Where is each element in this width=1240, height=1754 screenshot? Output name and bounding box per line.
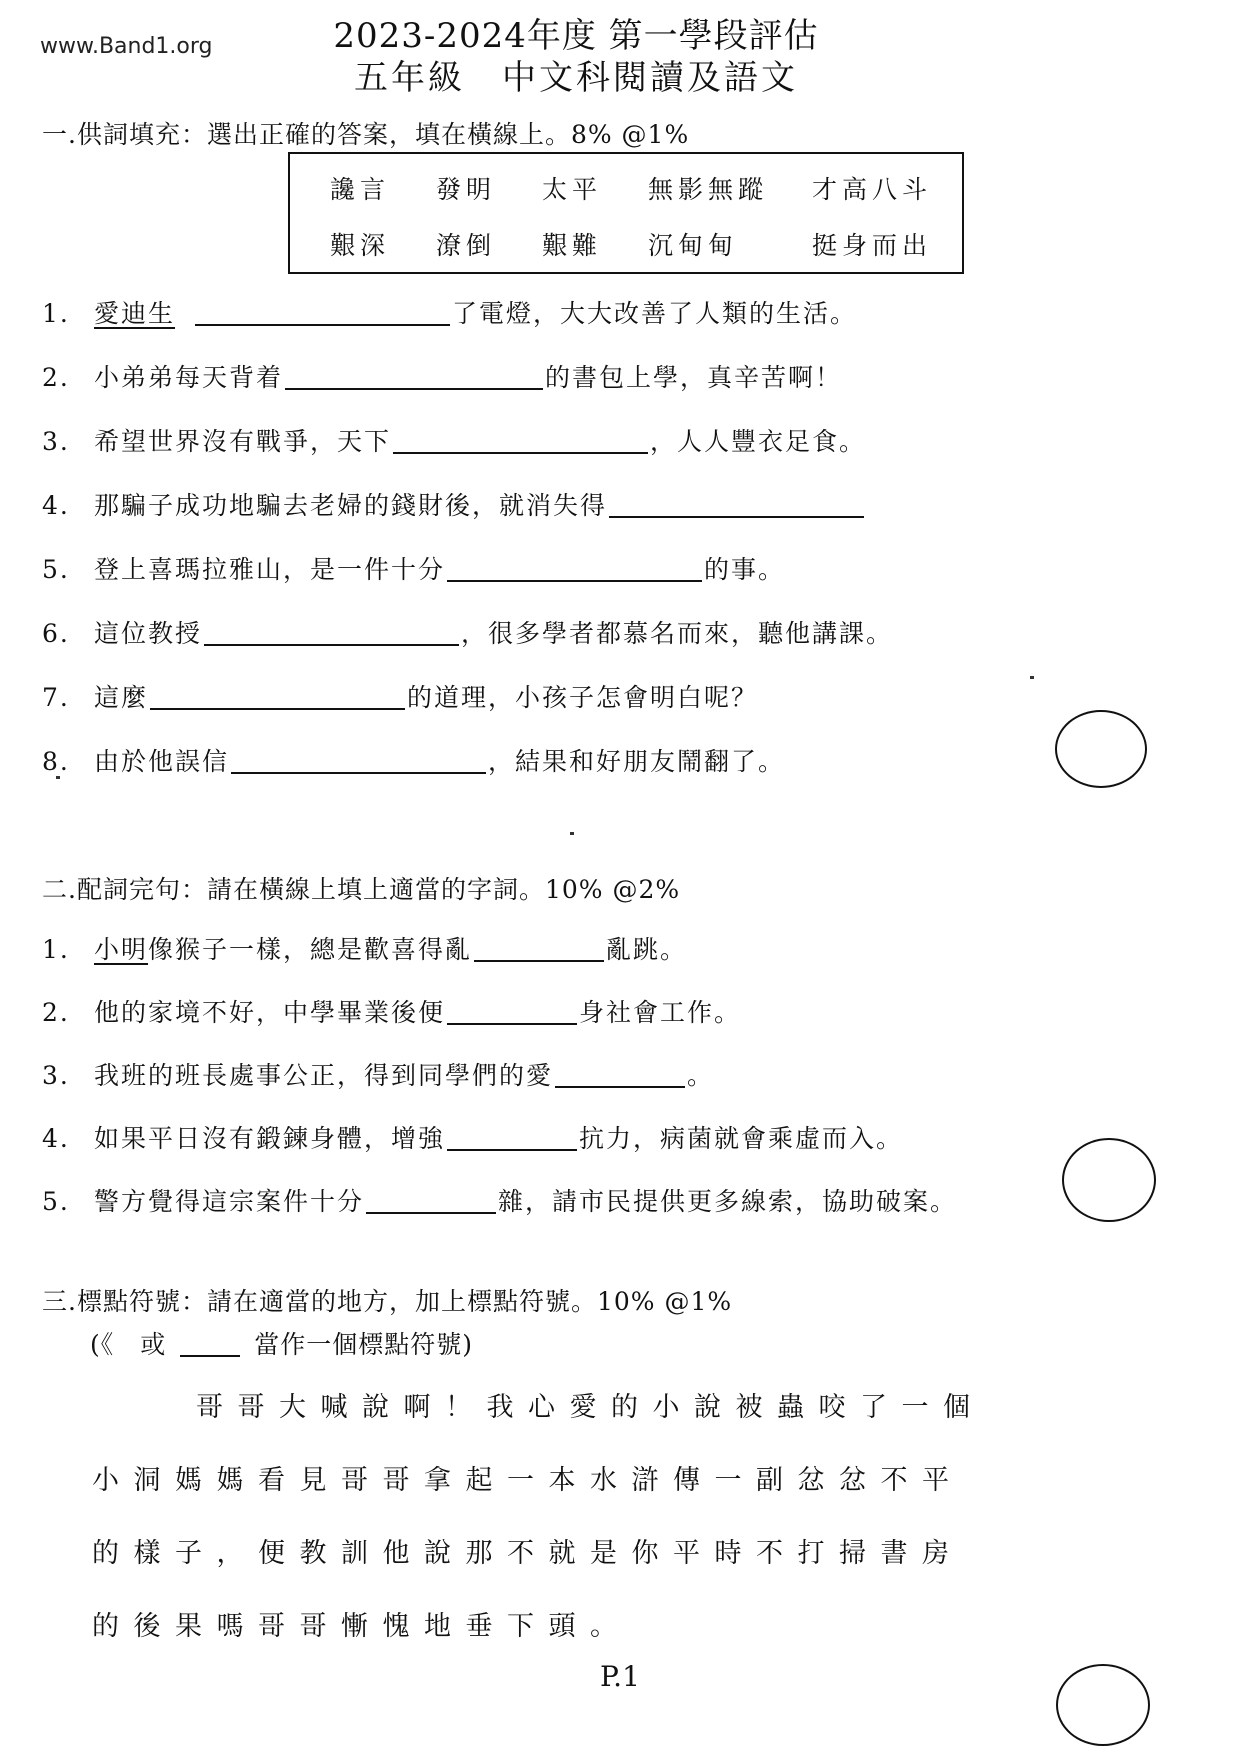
question-number: 1.: [42, 935, 70, 964]
question-row: [42, 993, 741, 1029]
question-number: 3.: [42, 1061, 70, 1090]
answer-blank[interactable]: [555, 1085, 685, 1088]
question-number: 5.: [42, 555, 70, 584]
score-circle: [1062, 1138, 1156, 1222]
question-row: [42, 422, 866, 458]
question-text-after: ，結果和好朋友鬧翻了。: [488, 747, 786, 776]
answer-blank[interactable]: [204, 643, 459, 646]
section1-title: 一.供詞填充：選出正確的答案，填在橫線上。8% @1%: [42, 120, 690, 149]
question-row: [42, 1119, 903, 1155]
question-text-before: 像猴子一樣，總是歡喜得亂: [148, 935, 473, 964]
note-blank-sample: [180, 1354, 240, 1357]
section2-title: 二.配詞完句：請在橫線上填上適當的字詞。10% @2%: [42, 875, 681, 904]
question-row: [42, 930, 687, 966]
note-text-after: 當作一個標點符號): [254, 1330, 474, 1359]
answer-blank[interactable]: [366, 1211, 496, 1214]
question-number: 2.: [42, 363, 70, 392]
question-row: [42, 486, 866, 522]
question-text-after: 。: [687, 1061, 715, 1090]
question-text-after: 的道理，小孩子怎會明白呢？: [407, 683, 759, 712]
question-text-before: 那騙子成功地騙去老婦的錢財後，就消失得: [94, 491, 608, 520]
question-number: 4.: [42, 1124, 70, 1153]
question-number: 2.: [42, 998, 70, 1027]
page-number: P.1: [600, 1660, 640, 1693]
scan-speck: [56, 776, 60, 779]
question-text-after: 雜，請市民提供更多線索，協助破案。: [498, 1187, 958, 1216]
header-title-line1: 2023-2024年度 第一學段評估: [333, 16, 819, 56]
question-row: [42, 550, 785, 586]
answer-blank[interactable]: [447, 1148, 577, 1151]
question-text-after: 身社會工作。: [579, 998, 742, 1027]
question-row: [42, 742, 785, 778]
passage-line[interactable]: 哥哥大喊說啊！我心愛的小說被蟲咬了一個: [196, 1392, 985, 1423]
header-title-line2: 五年級 中文科閱讀及語文: [354, 58, 798, 98]
question-text-before: 如果平日沒有鍛鍊身體，增強: [94, 1124, 446, 1153]
scan-speck: [570, 832, 574, 835]
question-text-after: 了電燈，大大改善了人類的生活。: [452, 299, 858, 328]
question-text-after: 的事。: [704, 555, 786, 584]
word-bank-item: 艱難: [542, 231, 603, 260]
answer-blank[interactable]: [231, 771, 486, 774]
answer-blank[interactable]: [474, 959, 604, 962]
word-bank-item: 沉甸甸: [648, 231, 739, 260]
answer-blank[interactable]: [150, 707, 405, 710]
question-text-before: 警方覺得這宗案件十分: [94, 1187, 365, 1216]
score-circle: [1055, 710, 1147, 788]
passage-line[interactable]: 的樣子，便教訓他說那不就是你平時不打掃書房: [92, 1538, 964, 1569]
question-text-after: ，人人豐衣足食。: [650, 427, 867, 456]
answer-blank[interactable]: [285, 387, 543, 390]
answer-blank[interactable]: [195, 323, 450, 326]
question-row: [42, 678, 758, 714]
question-text-before: 他的家境不好，中學畢業後便: [94, 998, 446, 1027]
question-text-before: 這位教授: [94, 619, 203, 648]
question-text-before: 登上喜瑪拉雅山，是一件十分: [94, 555, 446, 584]
site-watermark: www.Band1.org: [40, 34, 213, 59]
underlined-name: 小明: [94, 935, 149, 964]
answer-blank[interactable]: [447, 579, 702, 582]
question-text-before: 我班的班長處事公正，得到同學們的愛: [94, 1061, 554, 1090]
question-row: [42, 614, 893, 650]
question-number: 1.: [42, 299, 70, 328]
answer-blank[interactable]: [393, 451, 648, 454]
question-text-before: 這麼: [94, 683, 149, 712]
question-row: [42, 294, 857, 330]
question-text-before: 由於他誤信: [94, 747, 230, 776]
word-bank-item: 挺身而出: [812, 231, 933, 260]
question-text-before: 希望世界沒有戰爭，天下: [94, 427, 392, 456]
question-number: 5.: [42, 1187, 70, 1216]
question-text-after: 亂跳。: [606, 935, 688, 964]
question-text-after: ，很多學者都慕名而來，聽他講課。: [461, 619, 894, 648]
word-bank-item: 艱深: [330, 231, 391, 260]
word-bank-item: 發明: [436, 175, 497, 204]
note-text-before: (《 或: [90, 1330, 167, 1359]
passage-line[interactable]: 小洞媽媽看見哥哥拿起一本水滸傳一副忿忿不平: [92, 1465, 964, 1496]
scan-speck: [1030, 676, 1034, 679]
word-bank-item: 潦倒: [436, 231, 497, 260]
question-row: [42, 358, 842, 394]
word-bank-item: 太平: [542, 175, 603, 204]
underlined-name: 愛迪生: [94, 299, 176, 328]
passage-line[interactable]: 的後果嗎哥哥慚愧地垂下頭。: [92, 1611, 632, 1642]
word-bank-box: [288, 152, 964, 274]
question-number: 7.: [42, 683, 70, 712]
word-bank-item: 讒言: [330, 175, 391, 204]
answer-blank[interactable]: [609, 515, 864, 518]
score-circle: [1056, 1664, 1150, 1746]
question-number: 6.: [42, 619, 70, 648]
question-text-after: 抗力，病菌就會乘虛而入。: [579, 1124, 904, 1153]
answer-blank[interactable]: [447, 1022, 577, 1025]
word-bank-item: 才高八斗: [812, 175, 933, 204]
question-number: 4.: [42, 491, 70, 520]
question-text-after: 的書包上學，真辛苦啊！: [545, 363, 843, 392]
question-number: 3.: [42, 427, 70, 456]
question-number: 8.: [42, 747, 70, 776]
question-row: [42, 1182, 957, 1218]
section3-note: [90, 1325, 473, 1361]
question-row: [42, 1056, 714, 1092]
word-bank-item: 無影無蹤: [648, 175, 769, 204]
section3-title: 三.標點符號：請在適當的地方，加上標點符號。10% @1%: [42, 1287, 733, 1316]
question-text-before: 小弟弟每天背着: [94, 363, 284, 392]
